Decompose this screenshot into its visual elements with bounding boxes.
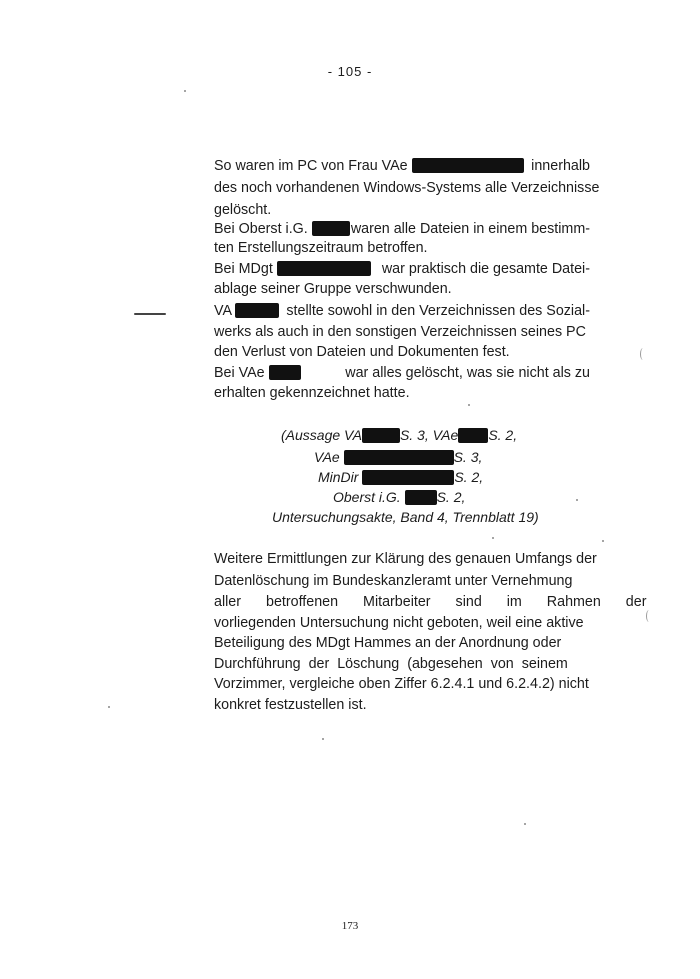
citation-line-1 [281, 427, 517, 443]
scan-speck [602, 540, 604, 542]
p1-line-12: erhalten gekennzeichnet hatte. [214, 385, 410, 401]
text: Bei VAe [214, 365, 265, 381]
text: innerhalb [531, 158, 590, 174]
text: S. 2, [488, 427, 518, 443]
margin-bracket-mark [640, 348, 646, 360]
scan-speck [108, 706, 110, 708]
text: war praktisch die gesamte Datei- [381, 261, 590, 277]
margin-bracket-mark [646, 610, 652, 622]
scan-speck [492, 537, 494, 539]
p2-line-3: aller betroffenen Mitarbeiter sind im Rahmen der [214, 594, 647, 610]
p2-line-7 [214, 676, 590, 692]
text: VA [214, 303, 232, 319]
redaction-bar [235, 303, 279, 318]
p1-line-11 [214, 365, 590, 381]
p1-line-2: des noch vorhandenen Windows-Systems alle Verzeichnisse [214, 180, 600, 196]
scan-speck [576, 499, 578, 501]
p1-line-10: den Verlust von Dateien und Dokumenten fest. [214, 344, 510, 360]
text: Beteiligung des MDgt Hammes an der Anordnung oder [214, 635, 562, 651]
text: stellte sowohl in den Verzeichnissen des Sozial- [286, 303, 590, 319]
p2-line-8: konkret festzustellen ist. [214, 697, 367, 713]
text: Oberst i.G. [333, 489, 401, 505]
margin-scan-mark [134, 313, 166, 315]
citation-line-5: Untersuchungsakte, Band 4, Trennblatt 19) [272, 509, 539, 525]
scan-speck [524, 823, 526, 825]
scan-speck [184, 90, 186, 92]
text: waren alle Dateien in einem bestimm- [350, 221, 590, 237]
p1-line-6 [214, 261, 590, 277]
text: S. 2, [454, 469, 484, 485]
p2-line-6: Durchführung der Löschung (abgesehen von seinem [214, 656, 568, 672]
text: S. 3, VAe [399, 427, 459, 443]
scan-speck [468, 404, 470, 406]
page-number-bottom: 173 [341, 920, 359, 932]
redaction-bar [312, 221, 350, 236]
redaction-bar [269, 365, 301, 380]
text: (Aussage VA [281, 427, 362, 443]
p1-line-5: ten Erstellungszeitraum betroffen. [214, 240, 428, 256]
redaction-bar [362, 470, 454, 485]
text: So waren im PC von Frau VAe [214, 158, 408, 174]
page-number-top: - 105 - [327, 64, 373, 79]
p1-line-1 [214, 158, 590, 174]
text: S. 2, [436, 489, 466, 505]
redaction-bar [344, 450, 454, 465]
p1-line-7: ablage seiner Gruppe verschwunden. [214, 281, 452, 297]
redaction-bar [412, 158, 524, 173]
redaction-bar [362, 428, 400, 443]
text: S. 3, [453, 449, 483, 465]
p1-line-9 [214, 324, 590, 340]
text: vorliegenden Untersuchung nicht geboten, weil eine aktive [214, 615, 584, 631]
p1-line-4 [214, 221, 590, 237]
p2-line-5 [214, 635, 590, 651]
redaction-bar [458, 428, 488, 443]
p1-line-8 [214, 303, 590, 319]
p2-line-2 [214, 573, 590, 589]
text: Vorzimmer, vergleiche oben Ziffer 6.2.4.1 und 6.2.4.2) nicht [214, 676, 589, 692]
citation-line-2 [314, 449, 482, 465]
text: werks als auch in den sonstigen Verzeichnissen seines PC [214, 324, 586, 340]
p2-line-4 [214, 615, 590, 631]
text: VAe [314, 449, 340, 465]
text: Bei MDgt [214, 261, 273, 277]
p2-line-1 [214, 551, 597, 567]
redaction-bar [405, 490, 437, 505]
citation-line-4 [333, 489, 465, 505]
text: Bei Oberst i.G. [214, 221, 308, 237]
redaction-bar [277, 261, 371, 276]
p1-line-3: gelöscht. [214, 202, 272, 218]
scan-speck [322, 738, 324, 740]
text: Weitere Ermittlungen zur Klärung des genauen Umfangs der [214, 551, 597, 567]
text: MinDir [318, 469, 359, 485]
text: Datenlöschung im Bundeskanzleramt unter Vernehmung [214, 573, 573, 589]
text: war alles gelöscht, was sie nicht als zu [345, 365, 590, 381]
citation-line-3 [318, 469, 483, 485]
